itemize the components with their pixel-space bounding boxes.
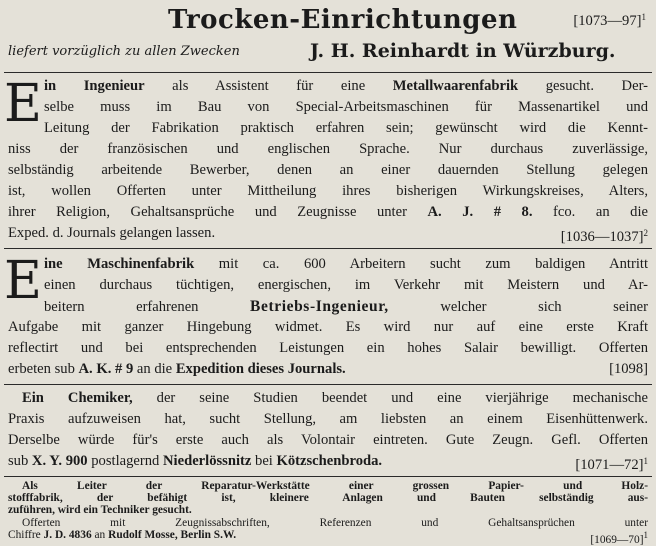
ad1-line-5: selbständig arbeitende Bewerber, denen an einer dauernden Stellung gelegen	[8, 162, 648, 178]
ad4-line-3: zuführen, wird ein Techniker gesucht.	[8, 504, 192, 517]
ad2-line-5: reflectirt und bei entsprechenden Leistungen ein hohes Salair bewilligt. Offerten	[8, 340, 648, 356]
ad1-line-7: ihrer Religion, Gehaltsansprüche und Zeugnisse unter A. J. # 8. fco. an die	[8, 204, 648, 220]
divider-rule	[4, 248, 652, 249]
ad2-line-3: beitern erfahrenen Betriebs-Ingenieur, welcher sich seiner	[44, 298, 648, 315]
ad1-line-1: in Ingenieur als Assistent für eine Metallwaarenfabrik gesucht. Der-	[44, 78, 648, 94]
ad4-ref: [1069—70]$^1$	[590, 529, 648, 546]
ad3-line-3: Derselbe würde für's erste auch als Volontair eintreten. Gute Zeugn. Gefl. Offerten	[8, 432, 648, 448]
ad3-line-4: sub X. Y. 900 postlagernd Niederlössnitz bei Kötzschenbroda. [1071—72]$^1$	[8, 451, 648, 472]
ad1-line-8: Exped. d. Journals gelangen lassen. [1036—1037]$^2$	[8, 223, 648, 244]
divider-rule	[4, 384, 652, 385]
ad1-line-6: ist, wollen Offerten unter Mittheilung ihres bisherigen Wirkungskreises, Alters,	[8, 183, 648, 199]
ad4-line-4: Offerten mit Zeugnissabschriften, Referenzen und Gehaltsansprüchen unter	[22, 516, 648, 529]
ad4-line-5: Chiffre J. D. 4836 an Rudolf Mosse, Berlin S.W. [1069—70]$^1$	[8, 528, 648, 546]
ad1-line-4: niss der französischen und englischen Sprache. Nur durchaus zuverlässige,	[8, 141, 648, 157]
drop-cap: E	[4, 74, 42, 134]
header-firm: J. H. Reinhardt in Würzburg.	[310, 40, 616, 62]
ad1-ref: [1036—1037]$^2$	[560, 228, 648, 245]
ad2-line-1: ine Maschinenfabrik mit ca. 600 Arbeitern sucht zum baldigen Antritt	[44, 256, 649, 272]
ad2-line-6: erbeten sub A. K. # 9 an die Expedition dieses Journals. [1098]	[8, 359, 648, 380]
divider-rule	[4, 72, 652, 73]
divider-rule	[4, 476, 652, 477]
ad4-line-1: Als Leiter der Reparatur-Werkstätte einer grossen Papier- und Holz-	[22, 480, 648, 492]
header-title: Trocken-Einrichtungen	[168, 5, 518, 35]
ad1-line-2: selbe muss im Bau von Special-Arbeitsmaschinen für Massenartikel und	[44, 99, 648, 115]
header-subtitle: liefert vorzüglich zu allen Zwecken	[8, 44, 240, 59]
ad1-line-3: Leitung der Fabrikation praktisch erfahren sein; gewünscht wird die Kennt-	[44, 120, 648, 136]
ad3-ref: [1071—72]$^1$	[575, 456, 648, 473]
header-ref: [1073—97]$^1$	[573, 12, 646, 29]
ad2-line-4: Aufgabe mit ganzer Hingebung widmet. Es wird nur auf eine erste Kraft	[8, 319, 648, 335]
ad2-line-2: einen durchaus tüchtigen, energischen, im Verkehr mit Meistern und Ar-	[44, 277, 648, 293]
drop-cap: E	[4, 251, 42, 311]
ad3-line-2: Praxis aufzuweisen hat, sucht Stellung, am liebsten an einem Eisenhüttenwerk.	[8, 411, 648, 427]
ad4-line-2: stofffabrik, der befähigt ist, kleinere Anlagen und Bauten selbständig aus-	[8, 492, 648, 505]
ad2-ref: [1098]	[609, 361, 648, 377]
ad3-line-1: Ein Chemiker, der seine Studien beendet und eine vierjährige mechanische	[22, 390, 649, 406]
